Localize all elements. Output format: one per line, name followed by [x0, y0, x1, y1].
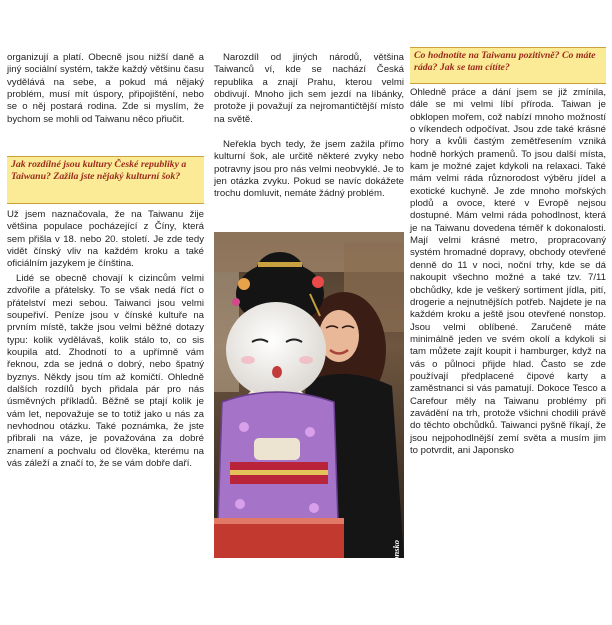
col1-paragraph-2: Už jsem naznačovala, že na Taiwanu žije většina populace pocházející z Číny, která sem přišla v 18. nebo 20. století. Je zde tedy vidět čínský vliv na každém kroku a také oficiálním jazykem je čínština. — [7, 209, 204, 270]
question-culture: Jak rozdílné jsou kultury České republiky a Taiwanu? Zažila jste nějaký kulturní šok? — [11, 159, 187, 182]
question-box-culture — [7, 156, 204, 204]
photo-geisha-statue — [214, 232, 404, 625]
photo-credit: Oreo Shibuki, Japonsko — [391, 540, 401, 625]
col3-paragraph-1: Ohledně práce a dání jsem se již zmínila, dále se mi velmi líbí příroda. Taiwan je obklopen mořem, což nabízí mnoho možností o víkendech odpočívat. Jsou zde také krásné hory a kvůli častým zemětřesením vzniká hodně horkých pramenů. To jsou další místa, kam je možné zajet kdykoli na relaxaci. Také mám velmi ráda různorodost výběru jídel a exotické kuchyně. Je zde mnoho mořských plodů a ovoce, které v Evropě nejsou dostupné. Mám velmi ráda pohodlnost, která je na Taiwanu dovedena téměř k dokonalosti. Mají velmi krásné metro, propracovaný systém hromadné dopravy, obchody otevřené denně do 11 v noci, noční trhy, kde se dá nakoupit všechno možné a také tzv. 7/11 obchůdky, kde je veškerý sortiment jídla, pití, drogerie a nejnutnějších potřeb. Najdete je na každém kroku a ještě jsou otevřené nonstop. Jsou velmi oblíbené. Zaručeně máte minimálně jeden ve svém okolí a kdykoli si tam můžete zajít koupit i hamburger, když na vás o půlnoci přijde hlad. Často se zde používají předplacené čipové karty a zaměstnanci si vás pamatují. Dokoce Tesco a Carefour měly na Taiwanu problémy při zavádění na trh, protože všichni chodili právě do těchto obchůdků. Taiwanci pyšně říkají, že jsou nejpohodlnější zemí světa a musím jim to potvrdit, ani Japonsko — [410, 87, 606, 456]
question-positive: Co hodnotíte na Taiwanu pozitivně? Co máte ráda? Jak se tam cítíte? — [414, 50, 596, 73]
col2-paragraph-1: Narozdíl od jiných národů, většina Taiwanců ví, kde se nachází Česká republika a znají Prahu, kterou velmi obdivují. Mnoho jich sem jezdí na líbánky, protože ji považují za nejromantičtější místo na světě. — [214, 52, 404, 125]
question-box-positive — [410, 47, 606, 84]
col2-paragraph-2: Neřekla bych tedy, že jsem zažila přímo kulturní šok, ale určitě některé zvyky nebo potravny jsou pro nás velmi neobvyklé. Je to jen otázka zvyku. Pokud se navíc dokážete trochu domluvit, nemáte žádný problém. — [214, 139, 404, 200]
photo-illustration — [214, 232, 404, 558]
col1-paragraph-1: organizují a platí. Obecně jsou nižší daně a jiný sociální systém, takže každý většinu času vydělává na sebe, a pokud má nějaký problém, musí mít úspory, připojištění, nebo se o něj postará rodina. Zde si myslím, že bychom se mohli od Taiwanu něco přiučit. — [7, 52, 204, 125]
col1-paragraph-3: Lidé se obecně chovají k cizincům velmi zdvořile a přátelsky. To se však nedá říct o přátelství mezi sebou. Taiwanci jsou velmi soupeřiví. Peníze jsou v čínské kultuře na prvním místě, takže jsou velmi běžné dotazy typu: kolik vydělávaš, kolik stálo to, co sis koupila atd. Zhodnotí to a upřímně vám řeknou, zda se jedná o dobrý, nebo špatný byznys. Někdy jsou tím až komičtí. Ohledně dalších rozdílů bych přidala pár pro nás úsměvných příkladů. Běžně se ptají kolik je vám let, nepovažuje se to totiž jako u nás za nevhodnou otázku. Také poznámka, že jste přibrali na váze, je považována za dobré znamení a pochvalu od člověka, kterému na vás záleží a značí to, že se vám dobře daří. — [7, 273, 204, 470]
